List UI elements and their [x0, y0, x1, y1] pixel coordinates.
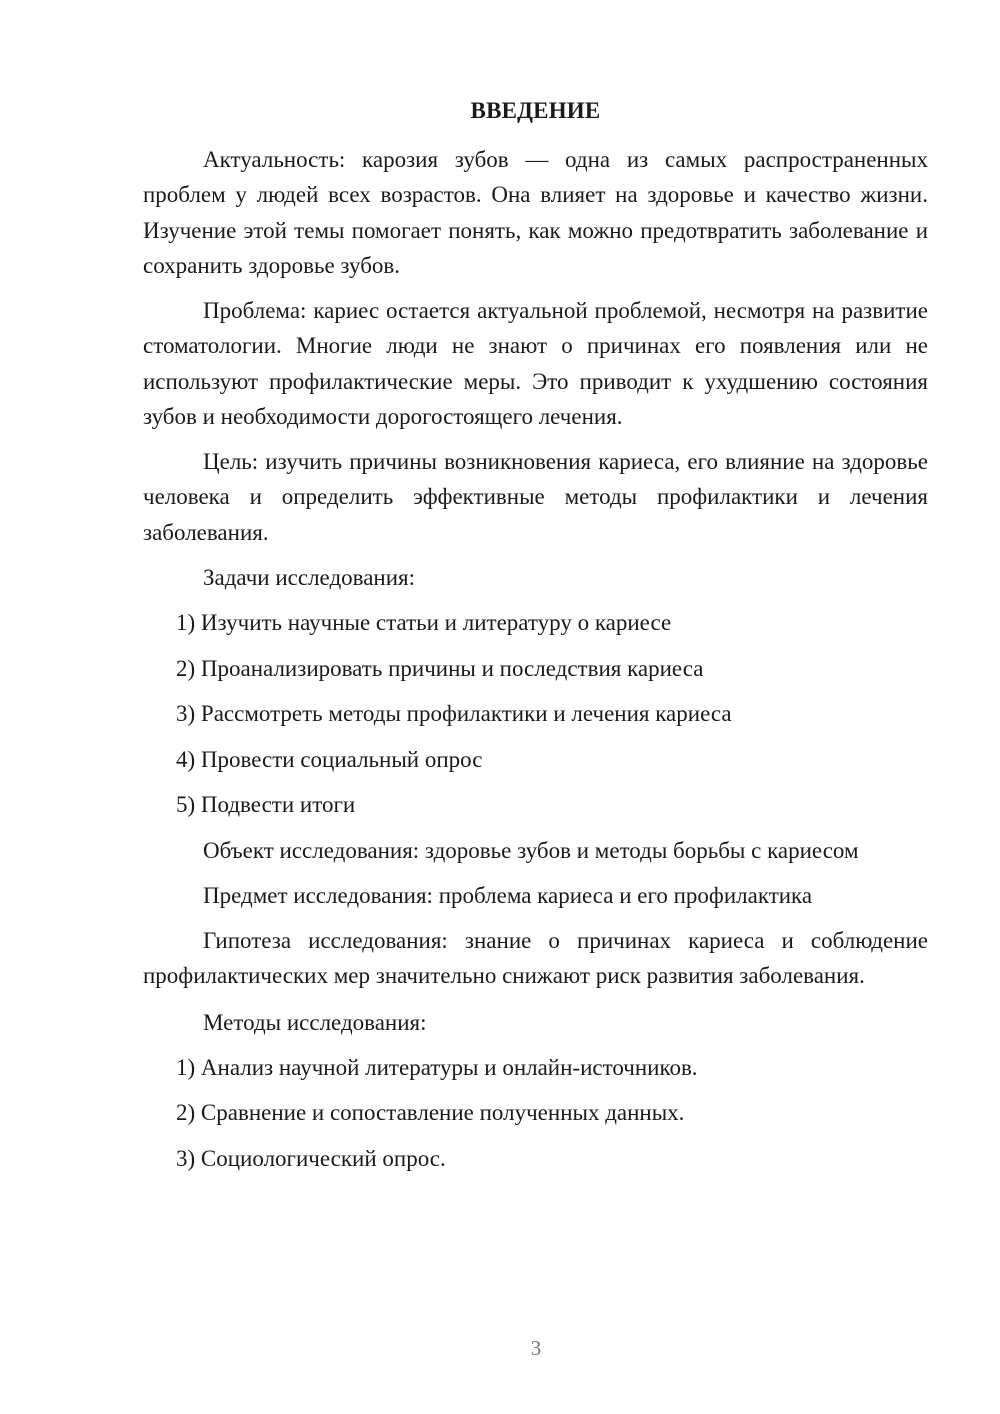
list-item: 4) Провести социальный опрос	[176, 747, 483, 772]
tasks-title: Задачи исследования:	[203, 565, 416, 590]
relevance-paragraph: Актуальность: карозия зубов — одна из самых распространенных проблем у людей всех возрастов. Она влияет на здоровье и качество жизни. Изучение этой темы помогает понять, как можно предотвратить заболевание и сохранить здоровье зубов.	[143, 147, 928, 278]
list-item: 2) Проанализировать причины и последствия кариеса	[176, 656, 704, 681]
list-item: 2) Сравнение и сопоставление полученных данных.	[176, 1100, 685, 1125]
list-item: 1) Анализ научной литературы и онлайн-источников.	[176, 1055, 698, 1080]
hypothesis-paragraph: Гипотеза исследования: знание о причинах кариеса и соблюдение профилактических мер значительно снижают риск развития заболевания.	[143, 928, 928, 989]
problem-paragraph: Проблема: кариес остается актуальной проблемой, несмотря на развитие стоматологии. Многие люди не знают о причинах его появления или не используют профилактические меры. Это приводит к ухудшению состояния зубов и необходимости дорогостоящего лечения.	[143, 298, 928, 429]
list-item: 3) Социологический опрос.	[176, 1146, 446, 1171]
page-number: 3	[530, 1336, 542, 1360]
goal-paragraph: Цель: изучить причины возникновения кариеса, его влияние на здоровье человека и определить эффективные методы профилактики и лечения заболевания.	[143, 449, 928, 545]
list-item: 3) Рассмотреть методы профилактики и лечения кариеса	[176, 701, 732, 726]
subject-line: Предмет исследования: проблема кариеса и его профилактика	[203, 883, 813, 908]
list-item: 5) Подвести итоги	[176, 792, 356, 817]
object-line: Объект исследования: здоровье зубов и методы борьбы с кариесом	[203, 838, 859, 863]
list-item: 1) Изучить научные статьи и литературу о кариесе	[176, 610, 672, 635]
page-title: ВВЕДЕНИЕ	[470, 98, 601, 123]
methods-title: Методы исследования:	[203, 1010, 427, 1035]
